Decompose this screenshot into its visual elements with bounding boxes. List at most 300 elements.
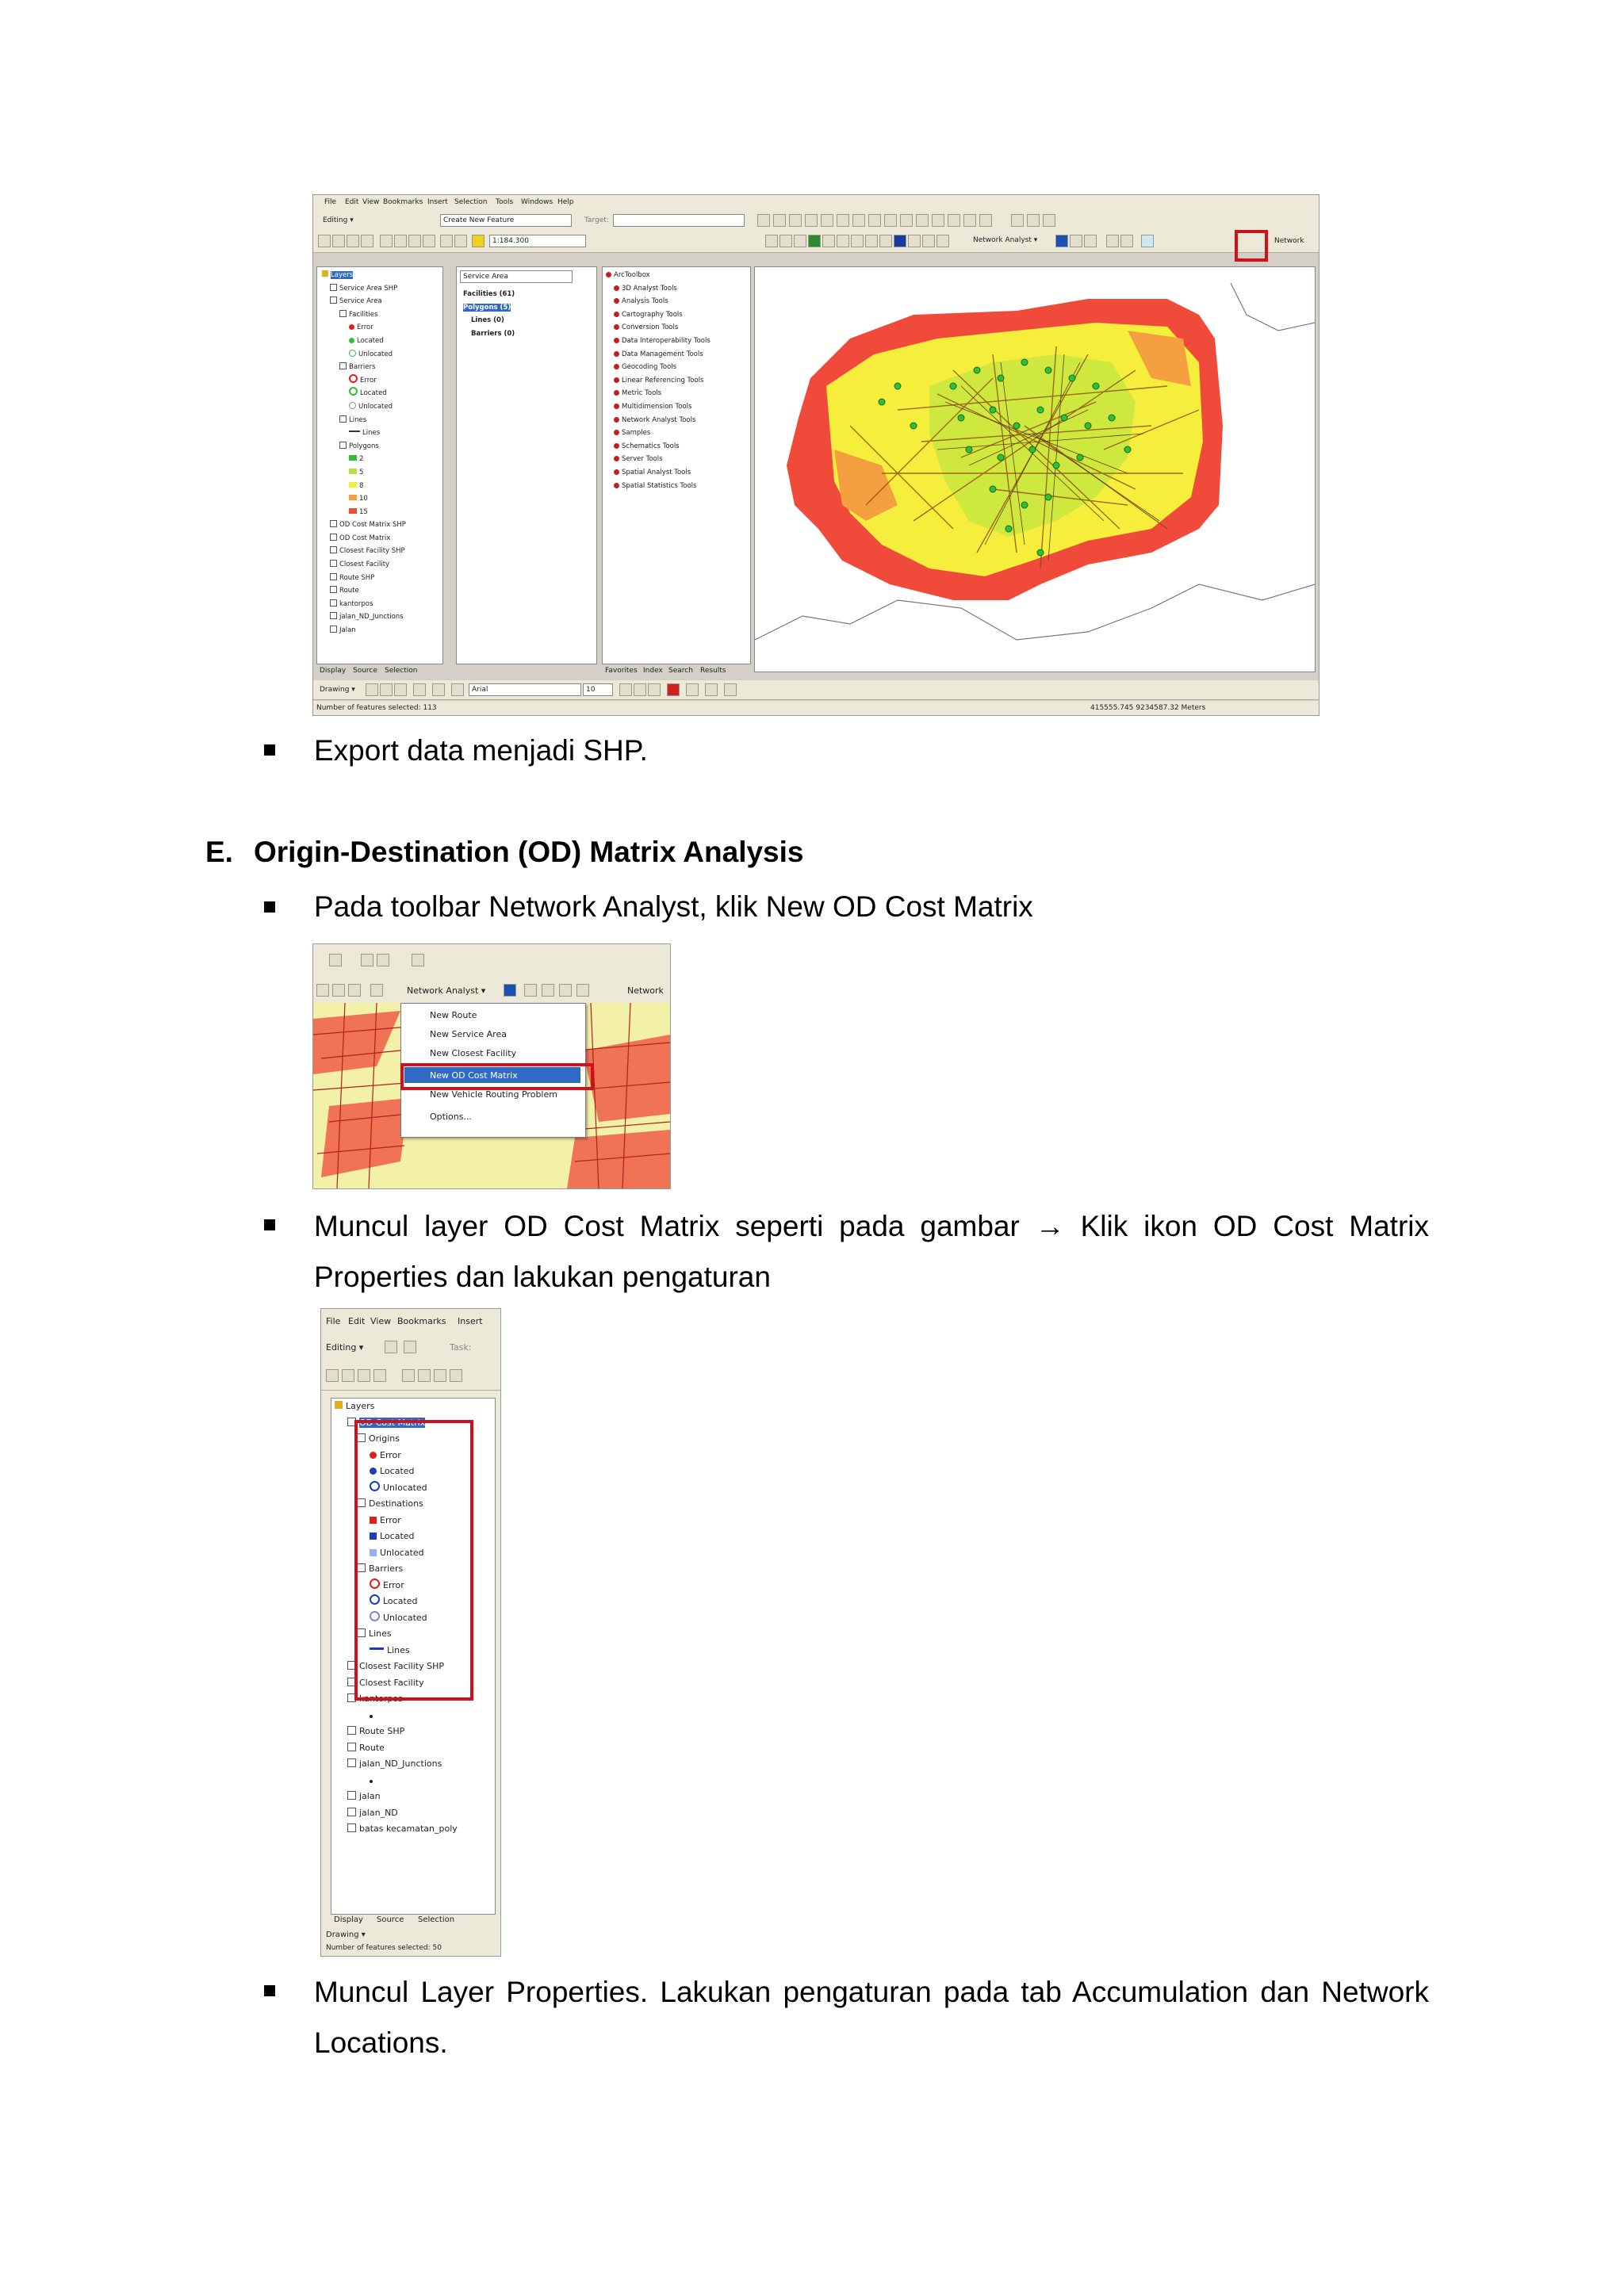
network-analyst-dropdown[interactable]: [971, 235, 1051, 246]
toc-label: kantorpos: [339, 599, 373, 608]
toc-label: Barriers: [349, 363, 376, 372]
toolbox-item[interactable]: [606, 387, 710, 400]
toolbox-item[interactable]: [606, 440, 710, 453]
section-heading: Origin-Destination (OD) Matrix Analysis: [254, 836, 804, 868]
toc-label: Error: [380, 1449, 401, 1460]
toolbar-button[interactable]: [1043, 214, 1055, 227]
toolbar-button[interactable]: [884, 214, 897, 227]
toolbox-item[interactable]: [606, 361, 710, 374]
toc-label: Closest Facility SHP: [339, 547, 405, 556]
toc-label: 10: [359, 495, 368, 503]
toc-item: [322, 453, 406, 466]
menu-insert[interactable]: Insert: [427, 198, 448, 206]
na-layer-dropdown[interactable]: [460, 270, 573, 283]
undo-icon[interactable]: [440, 235, 453, 247]
network-toolbar-label: Network: [1274, 237, 1304, 245]
toolbar-button[interactable]: [361, 954, 373, 966]
add-data-icon[interactable]: [472, 235, 485, 247]
toolbox-label: Data Management Tools: [622, 350, 703, 358]
menu-new-od-cost-matrix-label: New OD Cost Matrix: [430, 1070, 518, 1081]
select-elements-icon[interactable]: [879, 235, 892, 247]
table-of-contents: [316, 266, 443, 664]
menu-new-route[interactable]: New Route: [430, 1010, 477, 1020]
toc-tabs: [316, 664, 442, 677]
print-icon[interactable]: [361, 235, 373, 247]
toc-label: Lines: [369, 1628, 392, 1639]
toc-label: Route: [339, 587, 359, 595]
toc-label: jalan_ND_Junctions: [359, 1758, 442, 1769]
toolbar-button[interactable]: [404, 1341, 416, 1353]
status-coordinates: 415555.745 9234587.32 Meters: [1090, 704, 1206, 712]
highlight-export-button: [1235, 230, 1268, 262]
toc-label: Layers: [346, 1401, 375, 1411]
menu-bookmarks[interactable]: Bookmarks: [397, 1316, 446, 1326]
toc-item: [322, 335, 406, 348]
toc-item[interactable]: [335, 1756, 458, 1773]
point-symbol-icon: [370, 1715, 373, 1718]
tab-selection[interactable]: Selection: [418, 1915, 455, 1924]
bullet-od-cost-matrix-properties: Muncul layer OD Cost Matrix seperti pada gambar → Klik ikon OD Cost Matrix Properties dan lakukan pengaturan: [314, 1210, 1429, 1293]
save-icon[interactable]: [358, 1369, 370, 1382]
toc-label: 15: [359, 507, 368, 516]
toc-label: Jalan: [339, 626, 356, 635]
cut-icon[interactable]: [402, 1369, 415, 1382]
toc-item[interactable]: [322, 519, 406, 532]
toc-label: Lines: [349, 415, 367, 424]
toolbar-button[interactable]: [385, 1341, 397, 1353]
solve-icon[interactable]: [559, 984, 572, 997]
toc-label: Error: [383, 1579, 404, 1590]
toc-item: [322, 348, 406, 362]
text-tool[interactable]: [432, 683, 445, 696]
new-document-icon[interactable]: [318, 235, 331, 247]
na-item-facilities[interactable]: [463, 288, 515, 301]
standard-toolbar: [313, 230, 1319, 253]
font-color-button[interactable]: [667, 683, 680, 696]
status-selected-count: Number of features selected: 50: [326, 1944, 442, 1952]
full-extent-icon[interactable]: [808, 235, 821, 247]
toc-label: 2: [359, 455, 364, 464]
toc-label: Layers: [331, 271, 354, 279]
menu-tools[interactable]: Tools: [496, 198, 514, 206]
toc-item[interactable]: [335, 1399, 458, 1415]
toc-item: [322, 492, 406, 506]
editor-dropdown[interactable]: Editing ▾: [323, 216, 354, 224]
toc-item: [322, 387, 406, 400]
toolbar-button[interactable]: [332, 984, 345, 997]
open-icon[interactable]: [332, 235, 345, 247]
font-dropdown[interactable]: [469, 683, 581, 696]
toc-label: OD Cost Matrix SHP: [339, 521, 406, 530]
toolbox-item[interactable]: [606, 453, 710, 466]
delete-icon[interactable]: [423, 235, 435, 247]
toolbar-button[interactable]: [1027, 214, 1040, 227]
toolbar-button[interactable]: [412, 954, 424, 966]
toolbar-button[interactable]: [979, 214, 992, 227]
zoom-toolbar: [313, 944, 670, 977]
find-icon[interactable]: [908, 235, 921, 247]
toolbox-item[interactable]: [606, 466, 710, 480]
toolbox-item[interactable]: [606, 269, 710, 282]
toolbox-label: Geocoding Tools: [622, 363, 677, 372]
toc-label: kantorpos: [359, 1693, 403, 1704]
print-icon[interactable]: [373, 1369, 386, 1382]
status-bar: [321, 1942, 500, 1957]
toolbar-button[interactable]: [377, 954, 389, 966]
create-network-location-icon[interactable]: [524, 984, 537, 997]
highlight-new-od-cost-matrix: [400, 1063, 594, 1090]
menu-insert[interactable]: Insert: [458, 1316, 483, 1326]
target-label: Target:: [584, 216, 609, 224]
menu-edit[interactable]: Edit: [345, 198, 359, 206]
toolbar-button[interactable]: [932, 214, 944, 227]
toc-item: [322, 466, 406, 480]
toc-item[interactable]: [322, 598, 406, 611]
toc-item: [322, 374, 406, 388]
toc-tree: [322, 269, 406, 637]
menu-selection[interactable]: Selection: [454, 198, 488, 206]
toc-item[interactable]: [335, 1724, 458, 1740]
network-analyst-dropdown[interactable]: Network Analyst ▾: [407, 985, 486, 996]
menu-options[interactable]: Options...: [430, 1112, 472, 1122]
bullet-marker: [264, 1219, 275, 1230]
toolbar-button[interactable]: [1011, 214, 1024, 227]
na-layer-label: Service Area: [463, 273, 508, 281]
toc-item[interactable]: [322, 545, 406, 558]
toc-label: Unlocated: [383, 1612, 427, 1623]
toolbox-item[interactable]: [606, 427, 710, 440]
measure-icon[interactable]: [922, 235, 935, 247]
fill-color-button[interactable]: [686, 683, 699, 696]
section-letter: E.: [205, 836, 233, 868]
na-label: Lines (0): [471, 316, 504, 325]
zoom-out-icon[interactable]: [779, 235, 792, 247]
toc-label: Destinations: [369, 1498, 423, 1509]
font-size-value: 10: [586, 686, 596, 694]
menu-bar: [313, 195, 1319, 212]
toolbox-label: Cartography Tools: [622, 310, 683, 319]
select-network-location-icon[interactable]: [1084, 235, 1097, 247]
toolbar-button[interactable]: [821, 214, 833, 227]
solve-icon[interactable]: [1106, 235, 1119, 247]
select-network-location-icon[interactable]: [542, 984, 554, 997]
toolbar-button[interactable]: [805, 214, 818, 227]
toolbar-button[interactable]: [837, 214, 849, 227]
network-analyst-window: [456, 266, 597, 664]
toc-item[interactable]: [322, 558, 406, 572]
toolbox-label: Data Interoperability Tools: [622, 336, 710, 345]
toc-label: Located: [357, 336, 384, 345]
toc-item[interactable]: [322, 361, 406, 374]
toc-label: Unlocated: [383, 1482, 427, 1493]
export-layer-icon[interactable]: [1141, 235, 1154, 247]
toolbar-button[interactable]: [963, 214, 976, 227]
toc-label: Polygons: [349, 442, 379, 450]
toc-item[interactable]: [322, 584, 406, 598]
toc-item[interactable]: [335, 1789, 458, 1805]
screenshot-network-analyst-menu: [312, 943, 671, 1189]
tab-index[interactable]: Index: [643, 667, 663, 675]
status-selected-count: Number of features selected: 113: [316, 704, 437, 712]
toc-item: [322, 427, 406, 440]
build-network-icon[interactable]: [1120, 235, 1133, 247]
toc-item[interactable]: [322, 414, 406, 427]
menu-new-vehicle-routing-problem[interactable]: New Vehicle Routing Problem: [430, 1089, 557, 1100]
network-toolbar-label: Network: [627, 985, 664, 996]
editor-toolbar: [313, 211, 1319, 231]
toolbox-item[interactable]: [606, 295, 710, 308]
tab-results[interactable]: Results: [700, 667, 726, 675]
toolbox-item[interactable]: [606, 308, 710, 322]
toc-item[interactable]: [335, 1821, 458, 1838]
menu-edit[interactable]: Edit: [348, 1316, 366, 1326]
toc-label: Barriers: [369, 1563, 404, 1574]
toc-label: jalan_ND_Junctions: [339, 613, 404, 622]
toolbox-label: Spatial Statistics Tools: [622, 481, 697, 490]
toolbox-label: Samples: [622, 429, 651, 438]
toolbox-label: Schematics Tools: [622, 442, 680, 450]
fixed-zoom-icon[interactable]: [822, 235, 835, 247]
toolbox-item[interactable]: [606, 335, 710, 348]
toolbar-button[interactable]: [916, 214, 929, 227]
toolbox-label: ArcToolbox: [614, 271, 650, 279]
na-label: Polygons (5): [463, 303, 511, 312]
toc-label: Origins: [369, 1433, 400, 1444]
paste-icon[interactable]: [408, 235, 421, 247]
menu-view[interactable]: View: [362, 198, 380, 206]
rotate-tool[interactable]: [380, 683, 393, 696]
rectangle-tool[interactable]: [413, 683, 426, 696]
toolbox-label: Conversion Tools: [622, 323, 679, 332]
target-dropdown[interactable]: [613, 214, 745, 227]
toolbar-button[interactable]: [948, 214, 960, 227]
toolbar-button[interactable]: [370, 984, 383, 997]
zoom-whole-page-tool[interactable]: [394, 683, 407, 696]
toc-item: [335, 1708, 458, 1724]
toc-tabs: [331, 1913, 494, 1927]
menu-file[interactable]: File: [326, 1316, 341, 1326]
menu-help[interactable]: Help: [557, 198, 574, 206]
status-bar: [313, 701, 1319, 715]
menu-bookmarks[interactable]: Bookmarks: [383, 198, 423, 206]
arctoolbox-panel: [602, 266, 751, 664]
toolbox-label: Metric Tools: [622, 389, 662, 398]
tab-selection[interactable]: Selection: [385, 667, 418, 675]
toc-item[interactable]: [322, 269, 406, 282]
network-analyst-window-icon[interactable]: [1055, 235, 1068, 247]
toolbar-button[interactable]: [757, 214, 770, 227]
toc-item[interactable]: [335, 1805, 458, 1822]
toolbar-button[interactable]: [789, 214, 802, 227]
menu-view[interactable]: View: [370, 1316, 392, 1326]
toc-item[interactable]: [322, 282, 406, 296]
task-label: Task:: [450, 1342, 472, 1353]
toolbar-button[interactable]: [900, 214, 913, 227]
toc-label: Error: [357, 323, 373, 332]
toolbar-button[interactable]: [316, 984, 329, 997]
toolbox-item[interactable]: [606, 480, 710, 493]
open-icon[interactable]: [342, 1369, 354, 1382]
select-features-icon[interactable]: [865, 235, 878, 247]
network-analyst-label: Network Analyst ▾: [973, 236, 1038, 244]
toc-label: Closest Facility: [359, 1677, 424, 1688]
bold-button[interactable]: [619, 683, 632, 696]
toc-label: Closest Facility SHP: [359, 1661, 444, 1671]
copy-icon[interactable]: [418, 1369, 431, 1382]
toc-label: jalan_ND: [359, 1807, 398, 1818]
redo-icon[interactable]: [454, 235, 467, 247]
toolbox-item[interactable]: [606, 321, 710, 335]
bullet-marker: [264, 744, 275, 756]
toc-item[interactable]: [322, 308, 406, 322]
paste-icon[interactable]: [434, 1369, 446, 1382]
map-scale-value: 1:184.300: [492, 237, 529, 245]
menu-file[interactable]: File: [324, 198, 337, 206]
menu-new-service-area[interactable]: New Service Area: [430, 1029, 507, 1039]
toc-label: Located: [360, 389, 387, 398]
toolbox-item[interactable]: [606, 282, 710, 296]
toolbox-tree: [606, 269, 710, 492]
drawing-dropdown[interactable]: Drawing ▾: [326, 1931, 366, 1939]
forward-extent-icon[interactable]: [851, 235, 864, 247]
toolbox-label: 3D Analyst Tools: [622, 284, 677, 293]
toc-item[interactable]: [322, 440, 406, 453]
bullet-marker: [264, 1985, 275, 1996]
toc-label: 8: [359, 481, 364, 490]
toc-label: OD Cost Matrix: [359, 1417, 426, 1428]
na-item-barriers[interactable]: [463, 327, 515, 341]
toc-item[interactable]: [322, 610, 406, 624]
bullet-export-shp: Export data menjadi SHP.: [314, 734, 648, 767]
bullet-layer-properties: Muncul Layer Properties. Lakukan pengaturan pada tab Accumulation dan Network Locations.: [314, 1976, 1429, 2059]
point-symbol-icon: [370, 1780, 373, 1783]
select-elements-tool[interactable]: [366, 683, 378, 696]
tab-display[interactable]: Display: [320, 667, 347, 675]
tab-display[interactable]: Display: [334, 1915, 363, 1924]
toc-label: batas kecamatan_poly: [359, 1823, 458, 1834]
editor-toolbar: [321, 1333, 500, 1362]
toolbox-label: Server Tools: [622, 455, 663, 464]
standard-toolbar: [321, 1361, 500, 1391]
toc-label: Error: [380, 1514, 401, 1525]
toc-item[interactable]: [322, 572, 406, 585]
toolbar-button[interactable]: [348, 984, 361, 997]
menu-new-closest-facility[interactable]: New Closest Facility: [430, 1048, 517, 1058]
toc-item[interactable]: [335, 1740, 458, 1757]
highlight-od-cost-matrix-layer: [354, 1417, 473, 1701]
underline-button[interactable]: [648, 683, 661, 696]
copy-icon[interactable]: [394, 235, 407, 247]
toc-label: Located: [380, 1531, 415, 1541]
task-dropdown[interactable]: [440, 214, 572, 227]
line-color-button[interactable]: [705, 683, 718, 696]
toc-label: Lines: [362, 429, 381, 438]
toc-label: Facilities: [349, 310, 378, 319]
toolbar-button[interactable]: [868, 214, 881, 227]
toc-item[interactable]: [322, 624, 406, 637]
identify-icon[interactable]: [894, 235, 906, 247]
pan-icon[interactable]: [794, 235, 806, 247]
toolbox-label: Spatial Analyst Tools: [622, 468, 691, 476]
toc-item[interactable]: [322, 532, 406, 545]
layers-icon: [335, 1401, 343, 1409]
screenshot-arcmap-service-area: [312, 194, 1320, 716]
back-extent-icon[interactable]: [837, 235, 849, 247]
toc-item: [335, 1773, 458, 1789]
toc-label: Route SHP: [359, 1726, 405, 1736]
zoom-in-icon[interactable]: [765, 235, 778, 247]
save-icon[interactable]: [347, 235, 359, 247]
network-analyst-window-icon[interactable]: [504, 984, 516, 997]
drawing-toolbar: [321, 1929, 500, 1942]
delete-icon[interactable]: [450, 1369, 462, 1382]
toolbox-item[interactable]: [606, 348, 710, 362]
marker-color-button[interactable]: [724, 683, 737, 696]
new-document-icon[interactable]: [326, 1369, 339, 1382]
na-label: Barriers (0): [471, 329, 515, 338]
toolbox-label: Network Analyst Tools: [622, 415, 696, 424]
toolbox-tabs: [602, 664, 749, 677]
edit-vertices-tool[interactable]: [451, 683, 464, 696]
na-item-polygons[interactable]: [463, 301, 515, 315]
toolbox-item[interactable]: [606, 400, 710, 414]
build-icon[interactable]: [576, 984, 589, 997]
toolbar-button[interactable]: [852, 214, 865, 227]
editor-dropdown[interactable]: Editing ▾: [326, 1342, 364, 1353]
toc-label: Service Area: [339, 297, 382, 306]
toc-label: Located: [380, 1466, 415, 1476]
tab-source[interactable]: Source: [377, 1915, 404, 1924]
cut-icon[interactable]: [380, 235, 393, 247]
tab-source[interactable]: Source: [353, 667, 377, 675]
toc-label: Lines: [387, 1644, 410, 1655]
toc-label: Located: [383, 1596, 418, 1606]
font-size-dropdown[interactable]: [583, 683, 613, 696]
map-scale-input[interactable]: [489, 235, 586, 247]
na-item-lines[interactable]: [463, 314, 515, 327]
toolbox-label: Multidimension Tools: [622, 402, 692, 411]
toolbox-item[interactable]: [606, 414, 710, 427]
toc-item: [322, 506, 406, 519]
map-view[interactable]: [754, 266, 1316, 672]
menu-windows[interactable]: Windows: [521, 198, 553, 206]
toc-item[interactable]: [322, 295, 406, 308]
service-area-map: [755, 267, 1315, 672]
tab-search[interactable]: Search: [668, 667, 693, 675]
menu-bar: [321, 1309, 500, 1334]
toc-item: [322, 321, 406, 335]
toc-label: Closest Facility: [339, 561, 390, 569]
toc-label: OD Cost Matrix: [339, 534, 391, 542]
tab-favorites[interactable]: Favorites: [605, 667, 638, 675]
create-network-location-icon[interactable]: [1070, 235, 1082, 247]
toc-label: Unlocated: [380, 1547, 424, 1558]
toolbar-button[interactable]: [773, 214, 786, 227]
network-analyst-toolbar: [313, 976, 670, 1004]
task-label: Create New Feature: [443, 216, 515, 224]
drawing-dropdown[interactable]: Drawing ▾: [320, 686, 355, 694]
toolbox-label: Analysis Tools: [622, 297, 668, 306]
toolbox-item[interactable]: [606, 374, 710, 388]
toc-label: Error: [360, 376, 377, 385]
italic-button[interactable]: [634, 683, 646, 696]
screenshot-od-cost-matrix-layer: [320, 1308, 501, 1957]
drawing-toolbar: [313, 680, 1319, 700]
toolbar-button[interactable]: [329, 954, 342, 966]
font-name: Arial: [472, 686, 488, 694]
hyperlink-icon[interactable]: [936, 235, 949, 247]
toolbox-label: Linear Referencing Tools: [622, 376, 704, 385]
